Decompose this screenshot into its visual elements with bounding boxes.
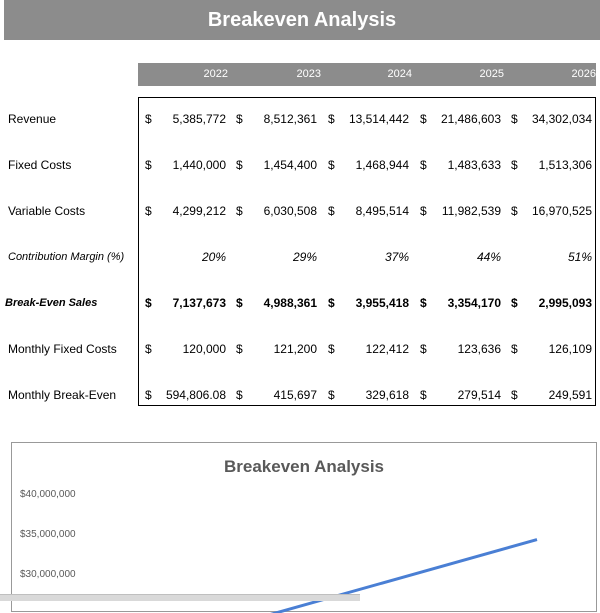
table-cell[interactable]: 122,412 xyxy=(365,342,409,356)
table-cell[interactable]: 34,302,034 xyxy=(531,112,592,126)
table-cell[interactable]: 6,030,508 xyxy=(263,204,317,218)
table-cell[interactable]: 594,806.08 xyxy=(165,388,226,402)
dollar-sign: $ xyxy=(511,296,518,310)
dollar-sign: $ xyxy=(236,296,243,310)
table-cell[interactable]: 123,636 xyxy=(457,342,501,356)
dollar-sign: $ xyxy=(145,204,152,218)
table-cell[interactable]: 4,299,212 xyxy=(172,204,226,218)
table-cell[interactable]: 1,513,306 xyxy=(538,158,592,172)
dollar-sign: $ xyxy=(145,112,152,126)
table-cell[interactable]: 1,468,944 xyxy=(355,158,409,172)
dollar-sign: $ xyxy=(328,296,335,310)
dollar-sign: $ xyxy=(236,204,243,218)
page-title: Breakeven Analysis xyxy=(4,0,600,40)
dollar-sign: $ xyxy=(145,158,152,172)
breakeven-chart xyxy=(11,442,597,612)
table-cell[interactable]: 1,454,400 xyxy=(263,158,317,172)
y-tick-label: $40,000,000 xyxy=(20,489,76,500)
table-cell[interactable]: 4,988,361 xyxy=(263,296,317,310)
row-label: Break-Even Sales xyxy=(5,297,98,309)
table-cell[interactable]: 120,000 xyxy=(182,342,226,356)
dollar-sign: $ xyxy=(511,342,518,356)
table-cell[interactable]: 51% xyxy=(567,250,592,264)
dollar-sign: $ xyxy=(420,388,427,402)
table-cell[interactable]: 44% xyxy=(476,250,501,264)
table-cell[interactable]: 11,982,539 xyxy=(441,204,501,218)
dollar-sign: $ xyxy=(236,342,243,356)
dollar-sign: $ xyxy=(511,204,518,218)
dollar-sign: $ xyxy=(328,204,335,218)
dollar-sign: $ xyxy=(420,112,427,126)
table-cell[interactable]: 126,109 xyxy=(548,342,592,356)
chart-plot xyxy=(12,443,598,613)
year-header xyxy=(138,63,596,86)
dollar-sign: $ xyxy=(511,112,518,126)
row-label: Revenue xyxy=(8,112,57,126)
row-label: Contribution Margin (%) xyxy=(8,251,125,263)
table-cell[interactable]: 279,514 xyxy=(457,388,501,402)
row-label: Monthly Fixed Costs xyxy=(8,342,117,356)
dollar-sign: $ xyxy=(236,158,243,172)
dollar-sign: $ xyxy=(145,342,152,356)
dollar-sign: $ xyxy=(511,158,518,172)
dollar-sign: $ xyxy=(236,112,243,126)
dollar-sign: $ xyxy=(145,296,152,310)
table-cell[interactable]: 3,354,170 xyxy=(447,296,501,310)
year-column-header: 2025 xyxy=(479,68,504,80)
table-cell[interactable]: 8,495,514 xyxy=(355,204,409,218)
table-cell[interactable]: 29% xyxy=(292,250,317,264)
dollar-sign: $ xyxy=(420,342,427,356)
table-cell[interactable]: 1,483,633 xyxy=(447,158,501,172)
row-label: Fixed Costs xyxy=(8,158,72,172)
dollar-sign: $ xyxy=(328,158,335,172)
row-label: Monthly Break-Even xyxy=(8,388,117,402)
revenue-series-line xyxy=(12,540,537,613)
dollar-sign: $ xyxy=(420,158,427,172)
dollar-sign: $ xyxy=(420,296,427,310)
table-cell[interactable]: 7,137,673 xyxy=(172,296,226,310)
year-column-header: 2022 xyxy=(203,68,228,80)
table-cell[interactable]: 16,970,525 xyxy=(531,204,592,218)
dollar-sign: $ xyxy=(145,388,152,402)
table-cell[interactable]: 5,385,772 xyxy=(172,112,226,126)
table-cell[interactable]: 13,514,442 xyxy=(348,112,409,126)
dollar-sign: $ xyxy=(328,388,335,402)
table-cell[interactable]: 121,200 xyxy=(273,342,317,356)
table-cell[interactable]: 21,486,603 xyxy=(440,112,501,126)
table-cell[interactable]: 2,995,093 xyxy=(538,296,592,310)
year-column-header: 2024 xyxy=(387,68,412,80)
table-cell[interactable]: 1,440,000 xyxy=(172,158,226,172)
chart-title: Breakeven Analysis xyxy=(223,457,385,476)
y-tick-label: $30,000,000 xyxy=(20,569,76,580)
y-tick-label: $35,000,000 xyxy=(20,529,76,540)
dollar-sign: $ xyxy=(328,112,335,126)
table-cell[interactable]: 415,697 xyxy=(273,388,317,402)
dollar-sign: $ xyxy=(236,388,243,402)
year-column-header: 2023 xyxy=(296,68,321,80)
table-cell[interactable]: 3,955,418 xyxy=(355,296,409,310)
dollar-sign: $ xyxy=(511,388,518,402)
dollar-sign: $ xyxy=(328,342,335,356)
table-cell[interactable]: 329,618 xyxy=(365,388,409,402)
table-cell[interactable]: 249,591 xyxy=(548,388,592,402)
table-cell[interactable]: 8,512,361 xyxy=(263,112,317,126)
dollar-sign: $ xyxy=(420,204,427,218)
table-cell[interactable]: 20% xyxy=(201,250,226,264)
table-cell[interactable]: 37% xyxy=(384,250,409,264)
row-label: Variable Costs xyxy=(8,204,86,218)
year-column-header: 2026 xyxy=(571,68,596,80)
